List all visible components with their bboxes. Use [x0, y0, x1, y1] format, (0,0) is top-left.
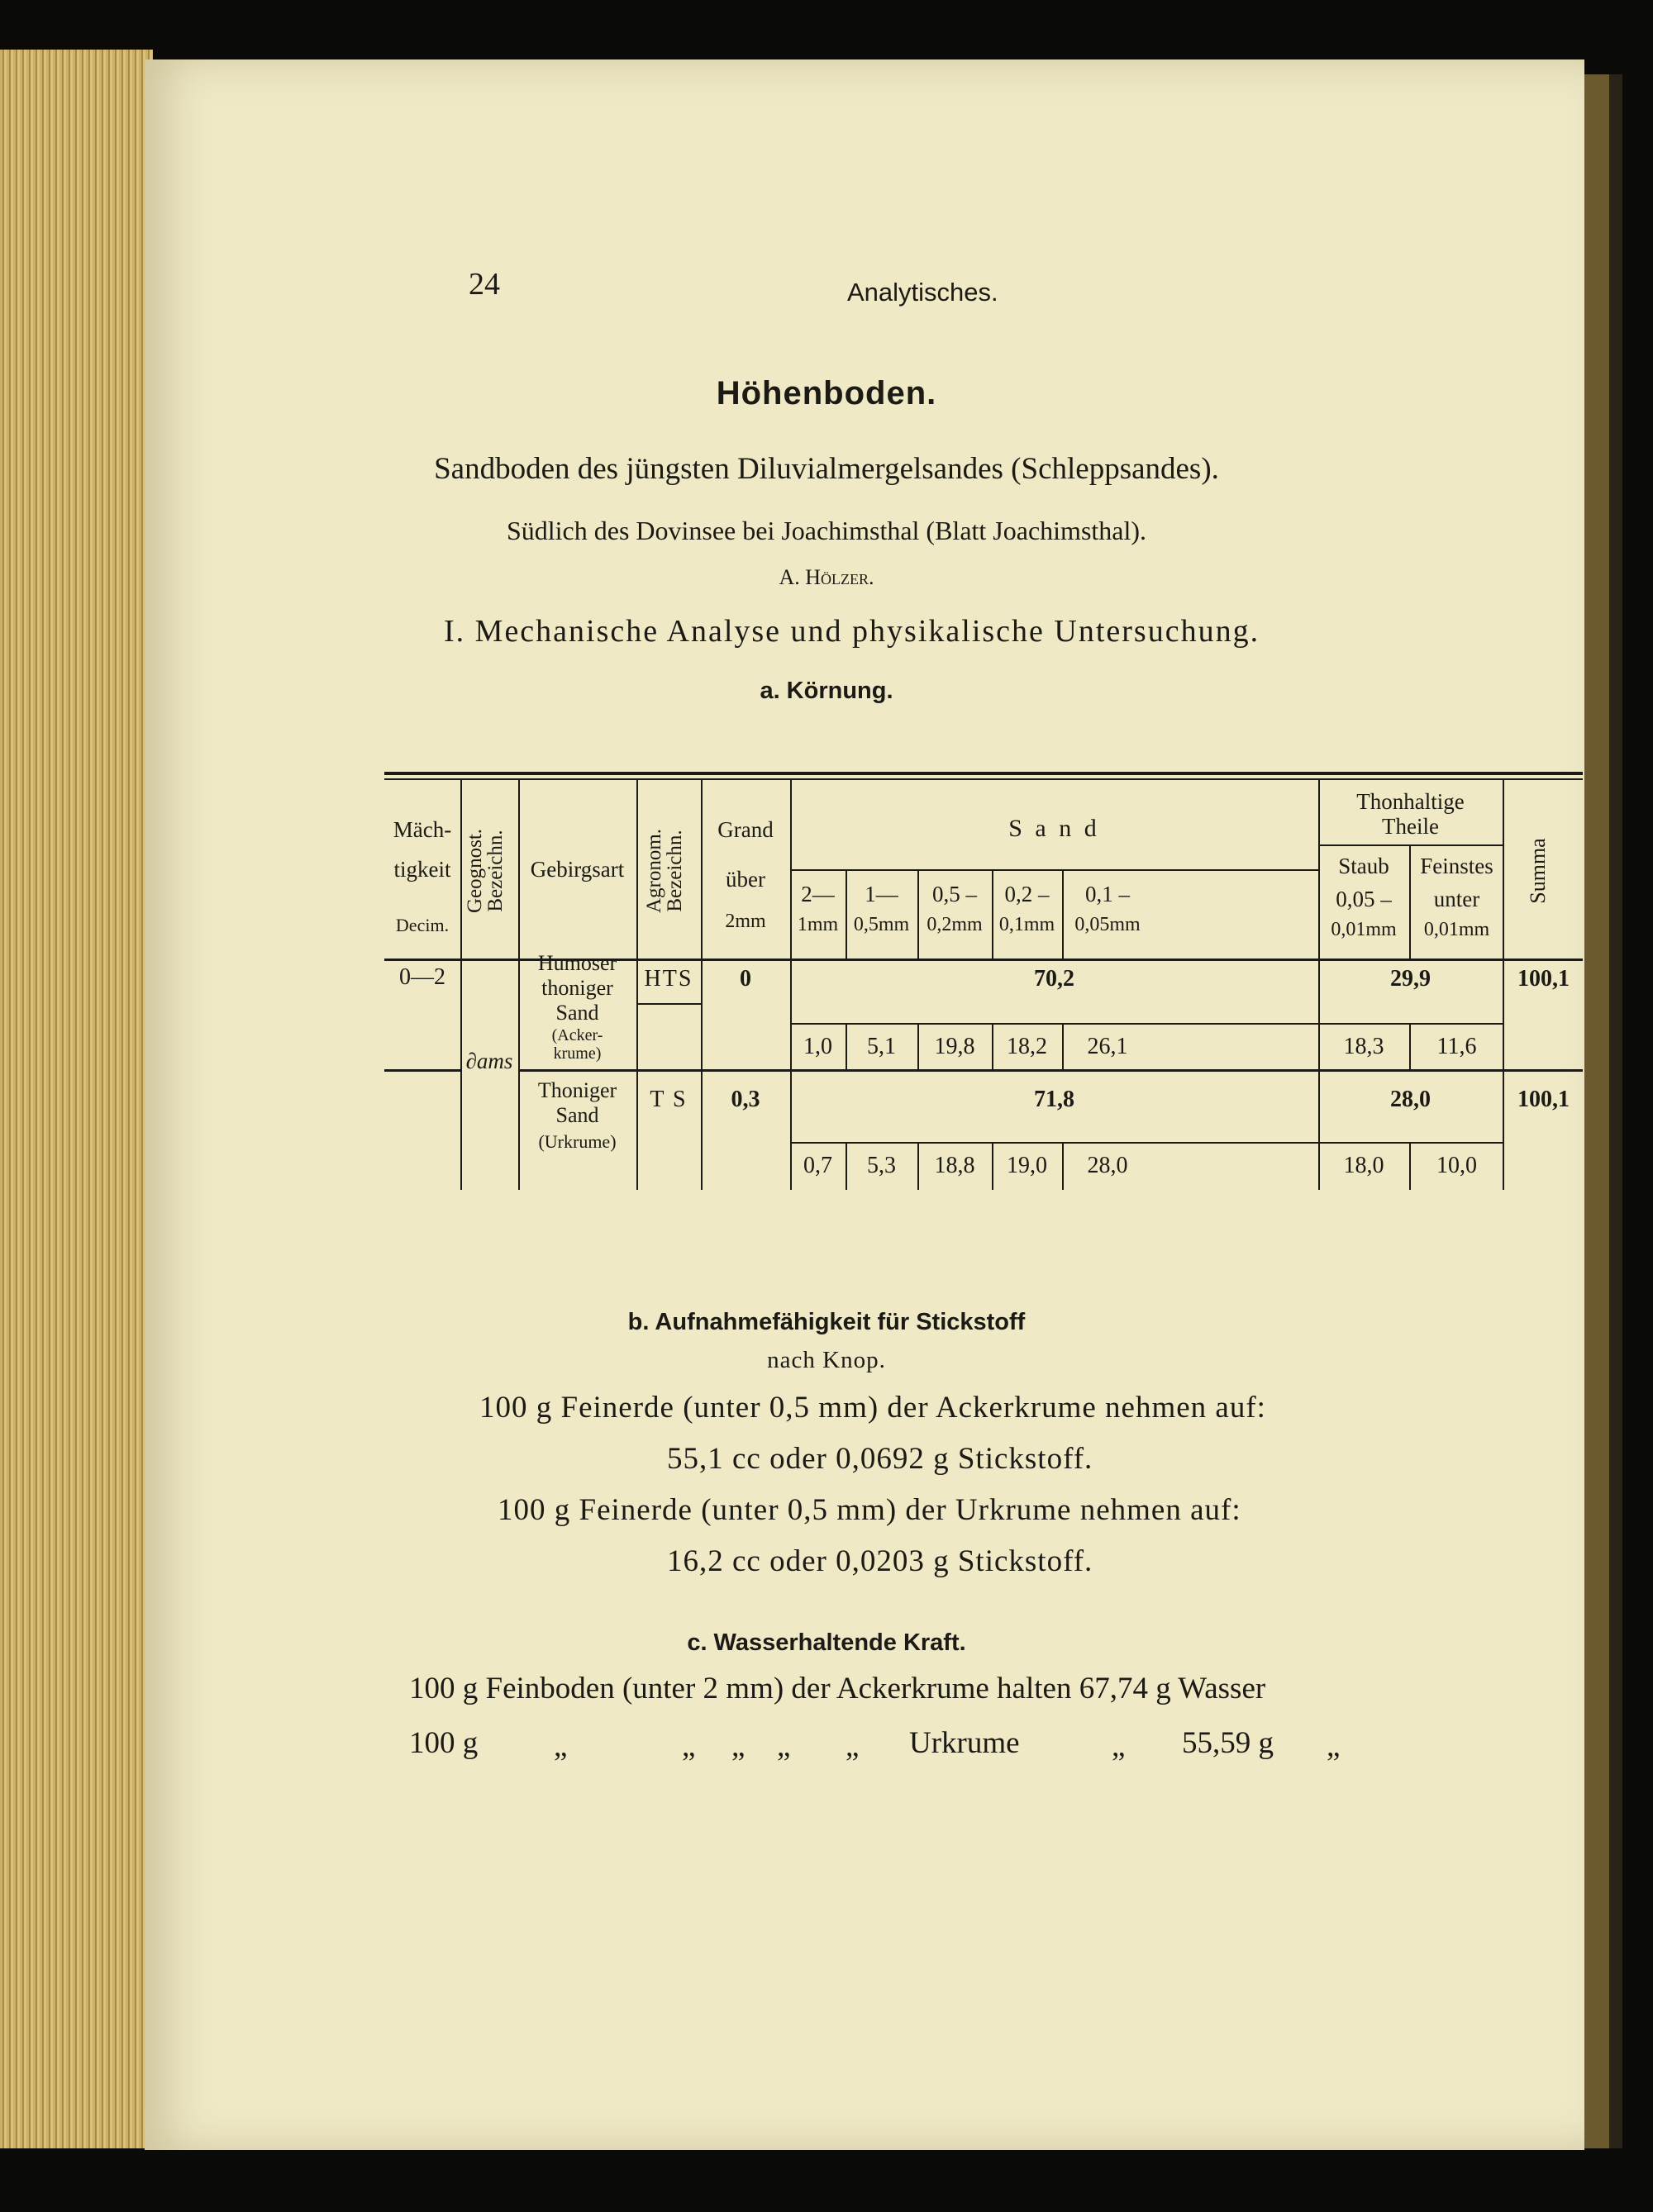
book-page-edges: [0, 50, 153, 2148]
row2-sand-5: 28,0: [1087, 1153, 1128, 1178]
subsection-a-heading: a. Körnung.: [760, 678, 893, 704]
water-line-2-value: 55,59 g: [1182, 1726, 1274, 1760]
row2-sand-2: 5,3: [867, 1153, 896, 1178]
row2-sand-total: 71,8: [1034, 1087, 1074, 1112]
sand-sub-1-top: 2—: [801, 882, 835, 906]
row1-gebirgsart-2: thoniger: [541, 976, 613, 1000]
header-maechtigkeit-1: Mäch-: [393, 817, 452, 842]
thon-sub-1-l2: 0,05 –: [1336, 887, 1392, 911]
subsection-c-heading: c. Wasserhaltende Kraft.: [687, 1629, 966, 1656]
location-line: Südlich des Dovinsee bei Joachimsthal (Blatt Joachimsthal).: [506, 516, 1147, 545]
ditto-mark-2: „: [682, 1729, 696, 1763]
subtitle: Sandboden des jüngsten Diluvialmergelsandes (Schleppsandes).: [434, 452, 1219, 486]
row1-gebirgsart-1: Humoser: [537, 951, 617, 975]
header-grand-2: über: [726, 867, 765, 892]
row1-agronom: HTS: [644, 966, 693, 992]
sand-sub-5-bottom: 0,05mm: [1074, 914, 1141, 935]
row1-gebirgsart-5: krume): [553, 1044, 602, 1063]
ditto-mark-1: „: [554, 1729, 568, 1763]
nitrogen-line-3: 100 g Feinerde (unter 0,5 mm) der Urkrume nehmen auf:: [498, 1493, 1241, 1527]
header-grand-1: Grand: [717, 817, 774, 842]
row1-sand-4: 18,2: [1007, 1034, 1047, 1059]
row2-gebirgsart-1: Thoniger: [537, 1078, 617, 1102]
sand-sub-4-bottom: 0,1mm: [998, 914, 1055, 935]
header-grand-3: 2mm: [725, 911, 766, 932]
header-agronom: Agronom. Bezeichn.: [643, 828, 686, 914]
row2-agronom: T S: [650, 1087, 688, 1112]
author: A. Hölzer.: [779, 565, 874, 589]
water-line-2-urkrume: Urkrume: [909, 1726, 1020, 1760]
row2-grand: 0,3: [731, 1087, 760, 1112]
row1-summa: 100,1: [1517, 966, 1570, 992]
row1-thon-total: 29,9: [1390, 966, 1431, 992]
sand-sub-2-bottom: 0,5mm: [853, 914, 910, 935]
row2-sand-1: 0,7: [803, 1153, 832, 1178]
header-maechtigkeit-2: tigkeit: [393, 857, 451, 882]
row2-gebirgsart-2: Sand: [555, 1103, 599, 1127]
thon-sub-2-l1: Feinstes: [1420, 854, 1493, 878]
section-heading-I: I. Mechanische Analyse und physikalische Untersuchung.: [444, 614, 1260, 649]
nitrogen-line-4: 16,2 cc oder 0,0203 g Stickstoff.: [667, 1544, 1093, 1578]
row1-gebirgsart-4: (Acker-: [551, 1026, 603, 1044]
row1-gebirgsart-3: Sand: [555, 1001, 599, 1025]
row1-sand-5: 26,1: [1087, 1034, 1128, 1059]
row1-grand: 0: [740, 966, 751, 992]
depth-value: 0—2: [399, 964, 445, 990]
ditto-mark-3: „: [731, 1729, 746, 1763]
row2-summa: 100,1: [1517, 1087, 1570, 1112]
water-line-2-start: 100 g: [409, 1726, 479, 1760]
sand-sub-5-top: 0,1 –: [1085, 882, 1130, 906]
header-thon-2: Theile: [1382, 814, 1439, 839]
ditto-mark-4: „: [777, 1729, 791, 1763]
row2-thon-2: 10,0: [1436, 1153, 1477, 1178]
header-geognost: Geognost. Bezeichn.: [464, 828, 507, 914]
subsection-b-subtitle: nach Knop.: [767, 1347, 886, 1373]
row1-thon-1: 18,3: [1343, 1034, 1384, 1059]
next-page-shadow: [1609, 74, 1622, 2148]
row1-sand-2: 5,1: [867, 1034, 896, 1059]
row2-thon-1: 18,0: [1343, 1153, 1384, 1178]
koernung-table: [384, 712, 1583, 1225]
book-page: [145, 59, 1584, 2150]
row2-thon-total: 28,0: [1390, 1087, 1431, 1112]
sand-sub-1-bottom: 1mm: [797, 914, 839, 935]
thon-sub-2-l3: 0,01mm: [1423, 919, 1490, 940]
header-sand: S a n d: [1008, 815, 1100, 842]
nitrogen-line-2: 55,1 cc oder 0,0692 g Stickstoff.: [667, 1442, 1093, 1476]
row1-thon-2: 11,6: [1436, 1034, 1477, 1059]
geognost-value: ∂ams: [465, 1049, 513, 1073]
row1-sand-3: 19,8: [934, 1034, 975, 1059]
header-gebirgsart: Gebirgsart: [530, 857, 625, 882]
subsection-b-heading: b. Aufnahmefähigkeit für Stickstoff: [627, 1309, 1026, 1335]
sand-sub-3-top: 0,5 –: [932, 882, 977, 906]
header-maechtigkeit-unit: Decim.: [395, 915, 450, 935]
sand-sub-4-top: 0,2 –: [1004, 882, 1050, 906]
header-summa: Summa: [1526, 838, 1550, 904]
row2-sand-4: 19,0: [1007, 1153, 1047, 1178]
thon-sub-2-l2: unter: [1433, 887, 1480, 911]
row2-gebirgsart-3: (Urkrume): [538, 1131, 617, 1152]
page-number: 24: [469, 267, 500, 302]
ditto-mark-5: „: [846, 1729, 860, 1763]
ditto-mark-7: „: [1327, 1729, 1341, 1763]
row1-sand-total: 70,2: [1034, 966, 1074, 992]
header-thon-1: Thonhaltige: [1356, 789, 1465, 814]
nitrogen-line-1: 100 g Feinerde (unter 0,5 mm) der Ackerkrume nehmen auf:: [479, 1391, 1266, 1425]
next-page-edge: [1584, 74, 1609, 2148]
row2-sand-3: 18,8: [934, 1153, 975, 1178]
sand-sub-2-top: 1—: [865, 882, 898, 906]
running-title: Analytisches.: [847, 278, 998, 307]
water-line-1: 100 g Feinboden (unter 2 mm) der Ackerkrume halten 67,74 g Wasser: [409, 1672, 1266, 1705]
row1-sand-1: 1,0: [803, 1034, 832, 1059]
thon-sub-1-l1: Staub: [1338, 854, 1389, 878]
page-title: Höhenboden.: [716, 375, 937, 411]
thon-sub-1-l3: 0,01mm: [1331, 919, 1397, 940]
sand-sub-3-bottom: 0,2mm: [927, 914, 983, 935]
ditto-mark-6: „: [1112, 1729, 1126, 1763]
